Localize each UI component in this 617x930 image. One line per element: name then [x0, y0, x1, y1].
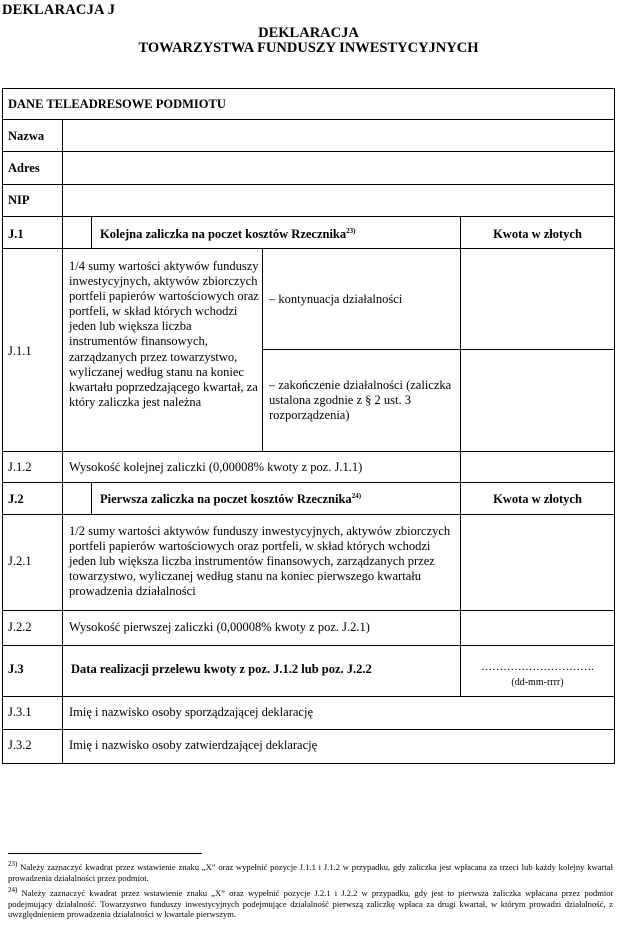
j21-amount-field[interactable] — [461, 515, 614, 609]
j2-amount-header: Kwota w złotych — [493, 492, 582, 506]
j22-text: Wysokość pierwszej zaliczki (0,00008% kwoty z poz. J.2.1) — [69, 620, 370, 634]
option-end: – zakończenie działalności (zaliczka ustalona zgodnie z § 2 ust. 3 rozporządzenia) — [269, 378, 452, 422]
address-field[interactable] — [63, 152, 614, 183]
j31-code: J.3.1 — [8, 705, 32, 719]
j3-code: J.3 — [8, 662, 24, 676]
j32-code: J.3.2 — [8, 738, 32, 752]
form-tag: DEKLARACJA J — [2, 2, 116, 18]
footnote-23: $^{23)}$ Należy zaznaczyć kwadrat przez wstawienie znaku „X” oraz wypełnić pozycje J.1.1 i J.1.2 w przypadku, gdy zaliczka jest wpłacana za trzeci lub każdy kolejny kwartał prowadzenia działalności przez podmiot. — [8, 860, 613, 883]
column-divider — [62, 119, 63, 764]
j2-checkbox[interactable] — [63, 483, 90, 513]
j12-amount-field[interactable] — [461, 452, 614, 481]
j12-code: J.1.2 — [8, 460, 32, 474]
preparer-name-field[interactable] — [345, 697, 614, 728]
row-divider — [2, 216, 615, 217]
form-title-line1: DEKLARACJA — [258, 25, 359, 41]
date-dots[interactable]: …………………………. — [481, 661, 594, 673]
nip-field[interactable] — [63, 185, 614, 215]
j11-continue-amount-field[interactable] — [461, 249, 614, 348]
option-continue: – kontynuacja działalności — [269, 292, 403, 306]
column-divider — [91, 482, 92, 514]
j31-text: Imię i nazwisko osoby sporządzającej deklarację — [69, 705, 313, 719]
column-divider — [91, 216, 92, 248]
date-format-hint: (dd-mm-rrrr) — [511, 677, 564, 688]
address-label: Adres — [8, 161, 40, 175]
j2-code: J.2 — [8, 492, 24, 506]
name-field[interactable] — [63, 120, 614, 151]
j1-title: Kolejna zaliczka na poczet kosztów Rzecznika$^{23)}$ — [100, 226, 356, 241]
approver-name-field[interactable] — [345, 730, 614, 763]
row-divider — [2, 645, 615, 646]
entity-section-title: DANE TELEADRESOWE PODMIOTU — [8, 97, 226, 111]
j3-title: Data realizacji przelewu kwoty z poz. J.1.2 lub poz. J.2.2 — [71, 662, 372, 676]
j11-description: 1/4 sumy wartości aktywów funduszy inwestycyjnych, aktywów zbiorczych portfeli papierów wartościowych oraz portfeli, w skład których wchodzi jeden lub większa liczba instrumentów finansowych, zarządzanych przez towarzystwo, wyliczanej według stanu na koniec kwartału poprzedzającego kwartał, za który zaliczka jest należna — [69, 259, 259, 409]
j21-code: J.2.1 — [8, 554, 32, 568]
j32-text: Imię i nazwisko osoby zatwierdzającej deklarację — [69, 738, 318, 752]
form-title-line2: TOWARZYSTWA FUNDUSZY INWESTYCYJNYCH — [138, 40, 479, 56]
nip-label: NIP — [8, 193, 30, 207]
j1-checkbox[interactable] — [63, 217, 90, 247]
j22-code: J.2.2 — [8, 620, 32, 634]
j11-end-amount-field[interactable] — [461, 350, 614, 450]
j1-code: J.1 — [8, 227, 24, 241]
footnote-separator — [8, 853, 202, 854]
footnote-24: $^{24)}$ Należy zaznaczyć kwadrat przez wstawienie znaku „X” oraz wypełnić pozycje J.2.1 i J.2.2 w przypadku, gdy jest to pierwsza zaliczka wpłacana przez podmiot podejmujący działalność. Towarzystwo funduszy inwestycyjnych podejmujące działalność pierwszą zaliczkę wpłaca za drugi kwartał, w którym prowadzi działalność, z uwzględnieniem prowadzenia działalności w kwartale pierwszym. — [8, 886, 613, 919]
j22-amount-field[interactable] — [461, 611, 614, 644]
j1-amount-header: Kwota w złotych — [493, 227, 582, 241]
j2-title: Pierwsza zaliczka na poczet kosztów Rzecznika$^{24)}$ — [100, 491, 362, 506]
j11-code: J.1.1 — [8, 344, 32, 358]
j12-text: Wysokość kolejnej zaliczki (0,00008% kwoty z poz. J.1.1) — [69, 460, 363, 474]
j21-description: 1/2 sumy wartości aktywów funduszy inwestycyjnych, aktywów zbiorczych portfeli papierów wartościowych oraz portfeli, w skład których wchodzi jeden lub większa liczba instrumentów finansowych, zarządzanych przez towarzystwo, wyliczanej według stanu na koniec pierwszego kwartału prowadzenia działalności — [69, 524, 451, 599]
row-divider — [2, 482, 615, 483]
name-label: Nazwa — [8, 129, 45, 143]
column-divider — [262, 248, 263, 451]
